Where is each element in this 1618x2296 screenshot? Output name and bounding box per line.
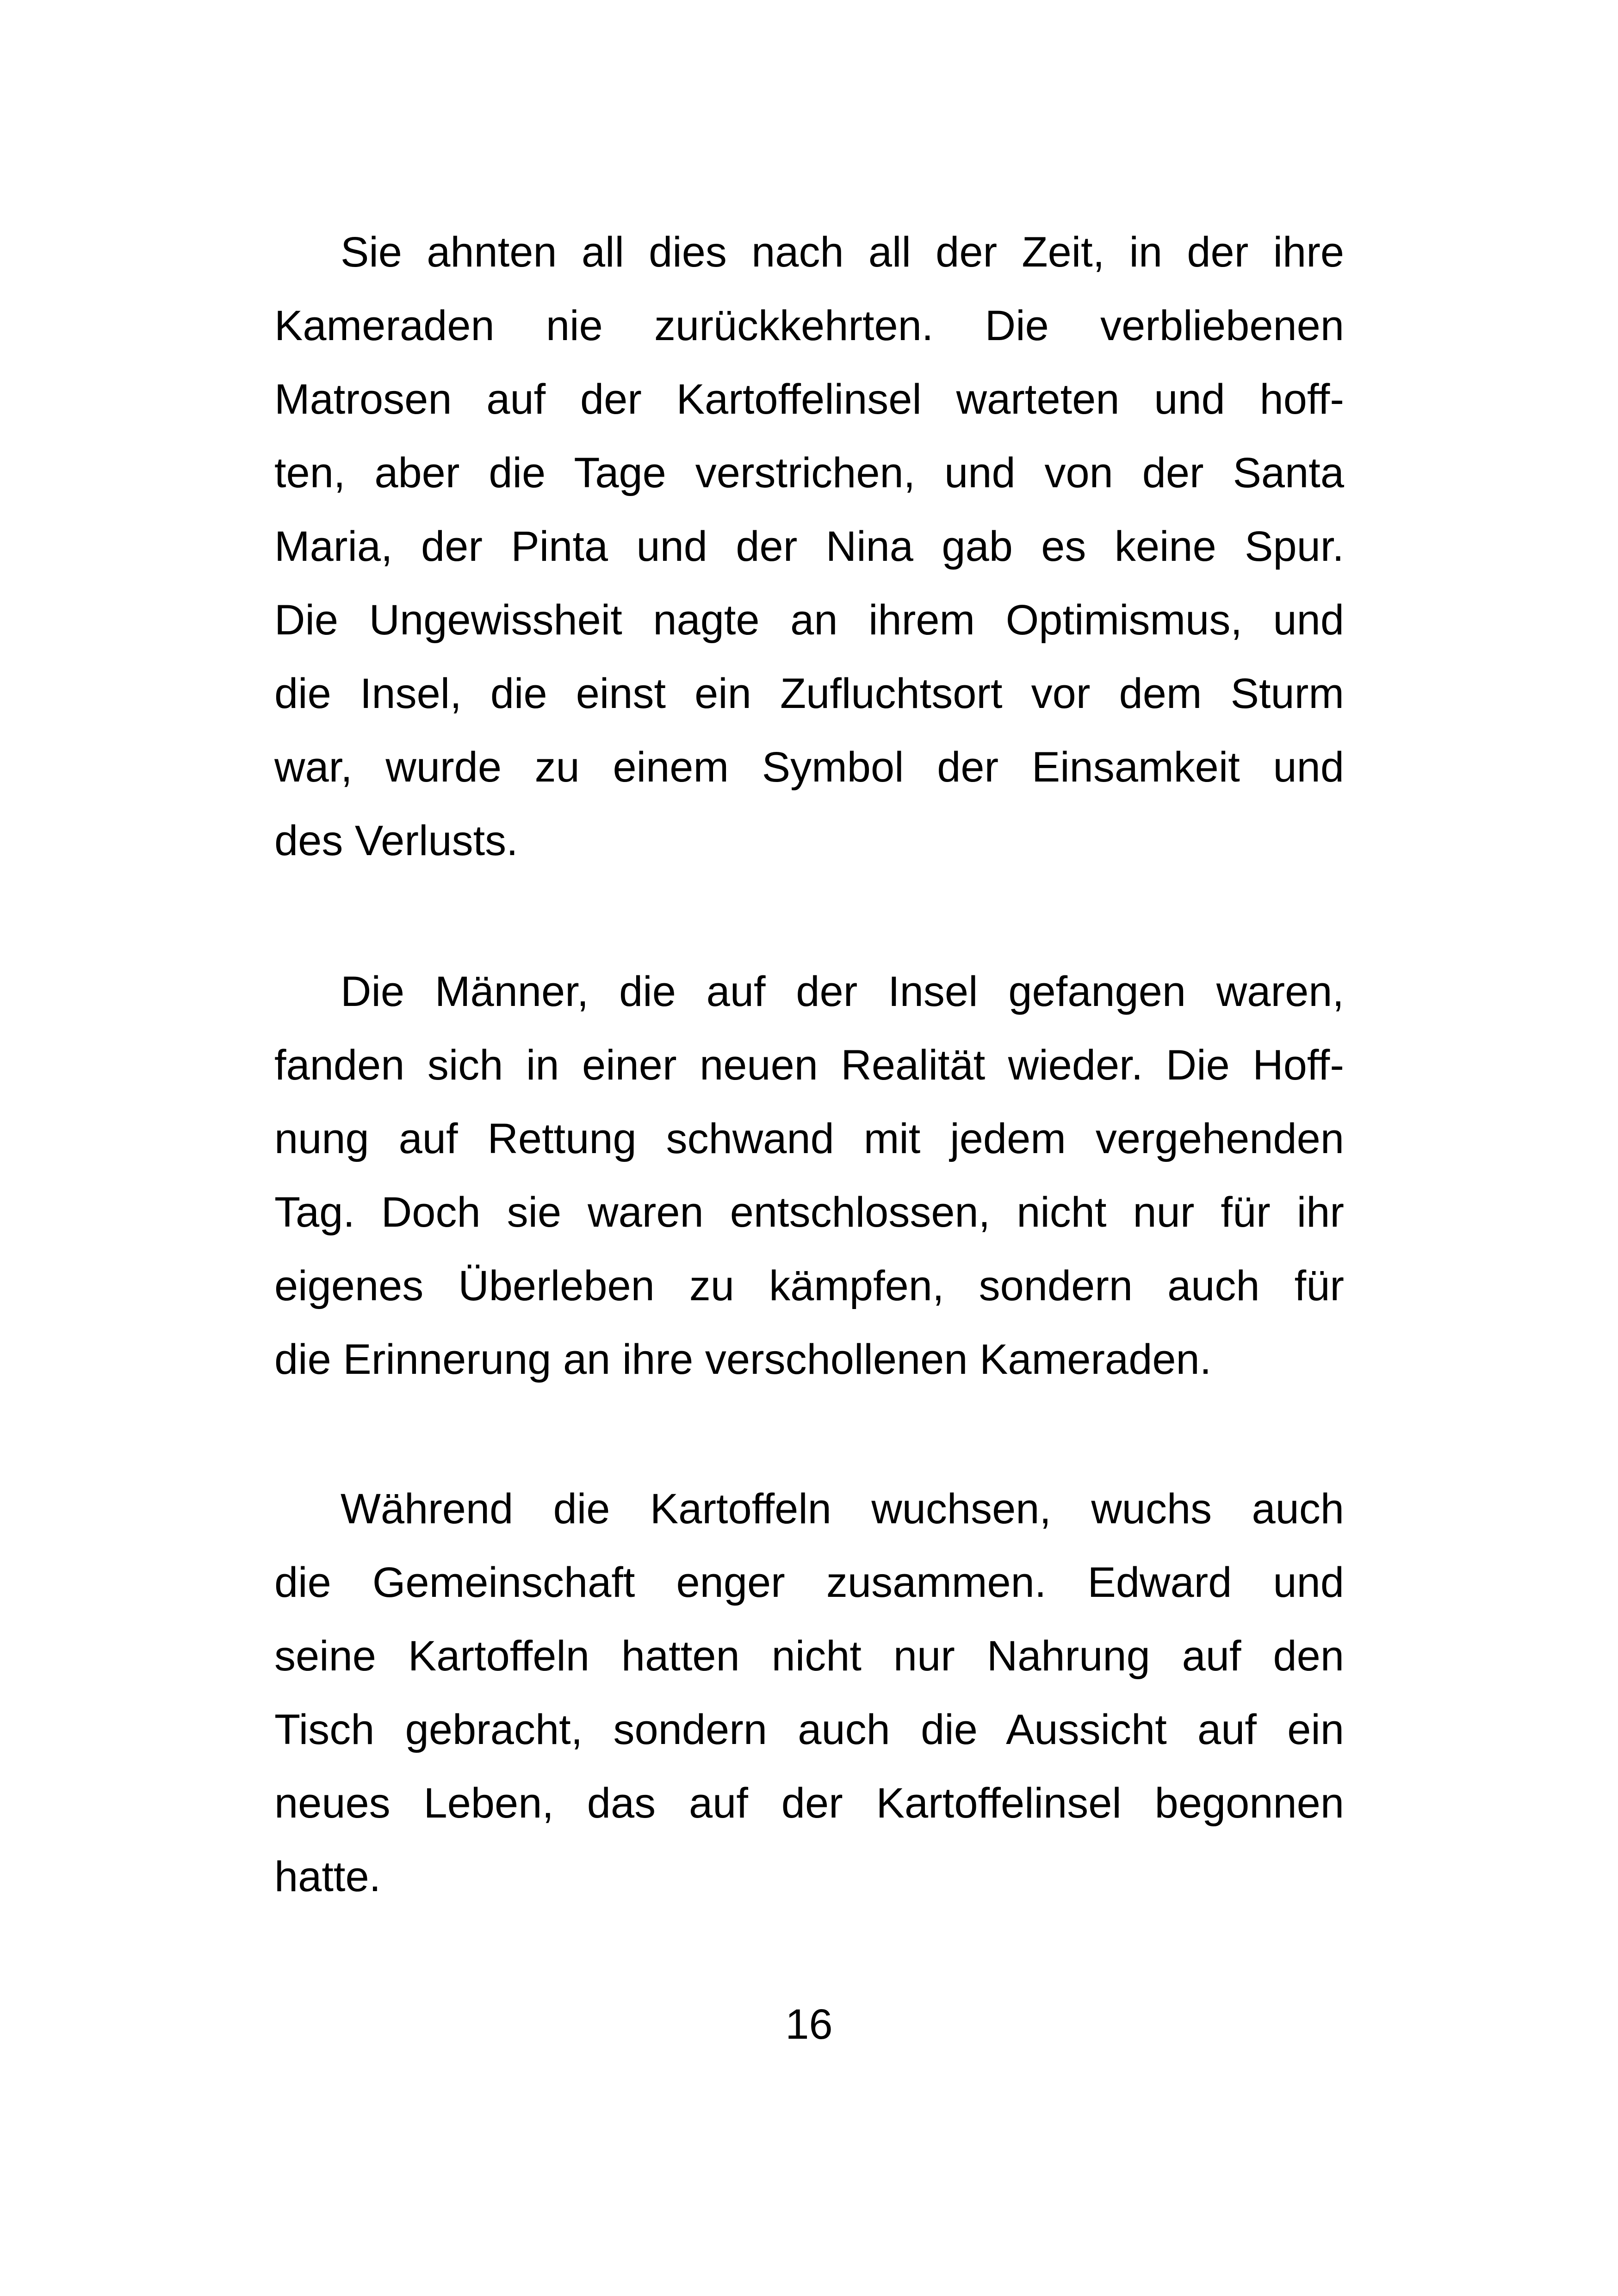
- paragraph-line: Tag. Doch sie waren entschlossen, nicht nur für ihr: [274, 1189, 1344, 1236]
- paragraph-line: Maria, der Pinta und der Nina gab es keine Spur.: [274, 523, 1344, 570]
- paragraph-line: war, wurde zu einem Symbol der Einsamkeit und: [274, 744, 1344, 791]
- paragraph-line: Während die Kartoffeln wuchsen, wuchs auch: [341, 1485, 1344, 1533]
- paragraph-line: die Insel, die einst ein Zufluchtsort vor dem Sturm: [274, 670, 1344, 717]
- paragraph-line: hatte.: [274, 1853, 381, 1900]
- paragraph-line: Matrosen auf der Kartoffelinsel warteten und hoff-: [274, 376, 1344, 423]
- paragraph-line: neues Leben, das auf der Kartoffelinsel begonnen: [274, 1780, 1344, 1827]
- paragraph-line: seine Kartoffeln hatten nicht nur Nahrung auf den: [274, 1632, 1344, 1680]
- page-number: 16: [785, 2001, 833, 2048]
- paragraph-line: die Erinnerung an ihre verschollenen Kameraden.: [274, 1336, 1212, 1383]
- paragraph-line: Die Ungewissheit nagte an ihrem Optimismus, und: [274, 596, 1344, 644]
- paragraph-line: des Verlusts.: [274, 817, 518, 864]
- paragraph-line: Tisch gebracht, sondern auch die Aussicht auf ein: [274, 1706, 1344, 1753]
- paragraph-line: eigenes Überleben zu kämpfen, sondern auch für: [274, 1262, 1344, 1309]
- paragraph-line: ten, aber die Tage verstrichen, und von der Santa: [274, 449, 1344, 496]
- paragraph-line: nung auf Rettung schwand mit jedem vergehenden: [274, 1115, 1344, 1162]
- paragraph-line: Die Männer, die auf der Insel gefangen waren,: [341, 968, 1344, 1015]
- paragraph-line: Kameraden nie zurückkehrten. Die verbliebenen: [274, 302, 1344, 349]
- paragraph-line: Sie ahnten all dies nach all der Zeit, in der ihre: [341, 229, 1344, 276]
- paragraph-line: fanden sich in einer neuen Realität wieder. Die Hoff-: [274, 1042, 1344, 1089]
- paragraph-line: die Gemeinschaft enger zusammen. Edward und: [274, 1559, 1344, 1606]
